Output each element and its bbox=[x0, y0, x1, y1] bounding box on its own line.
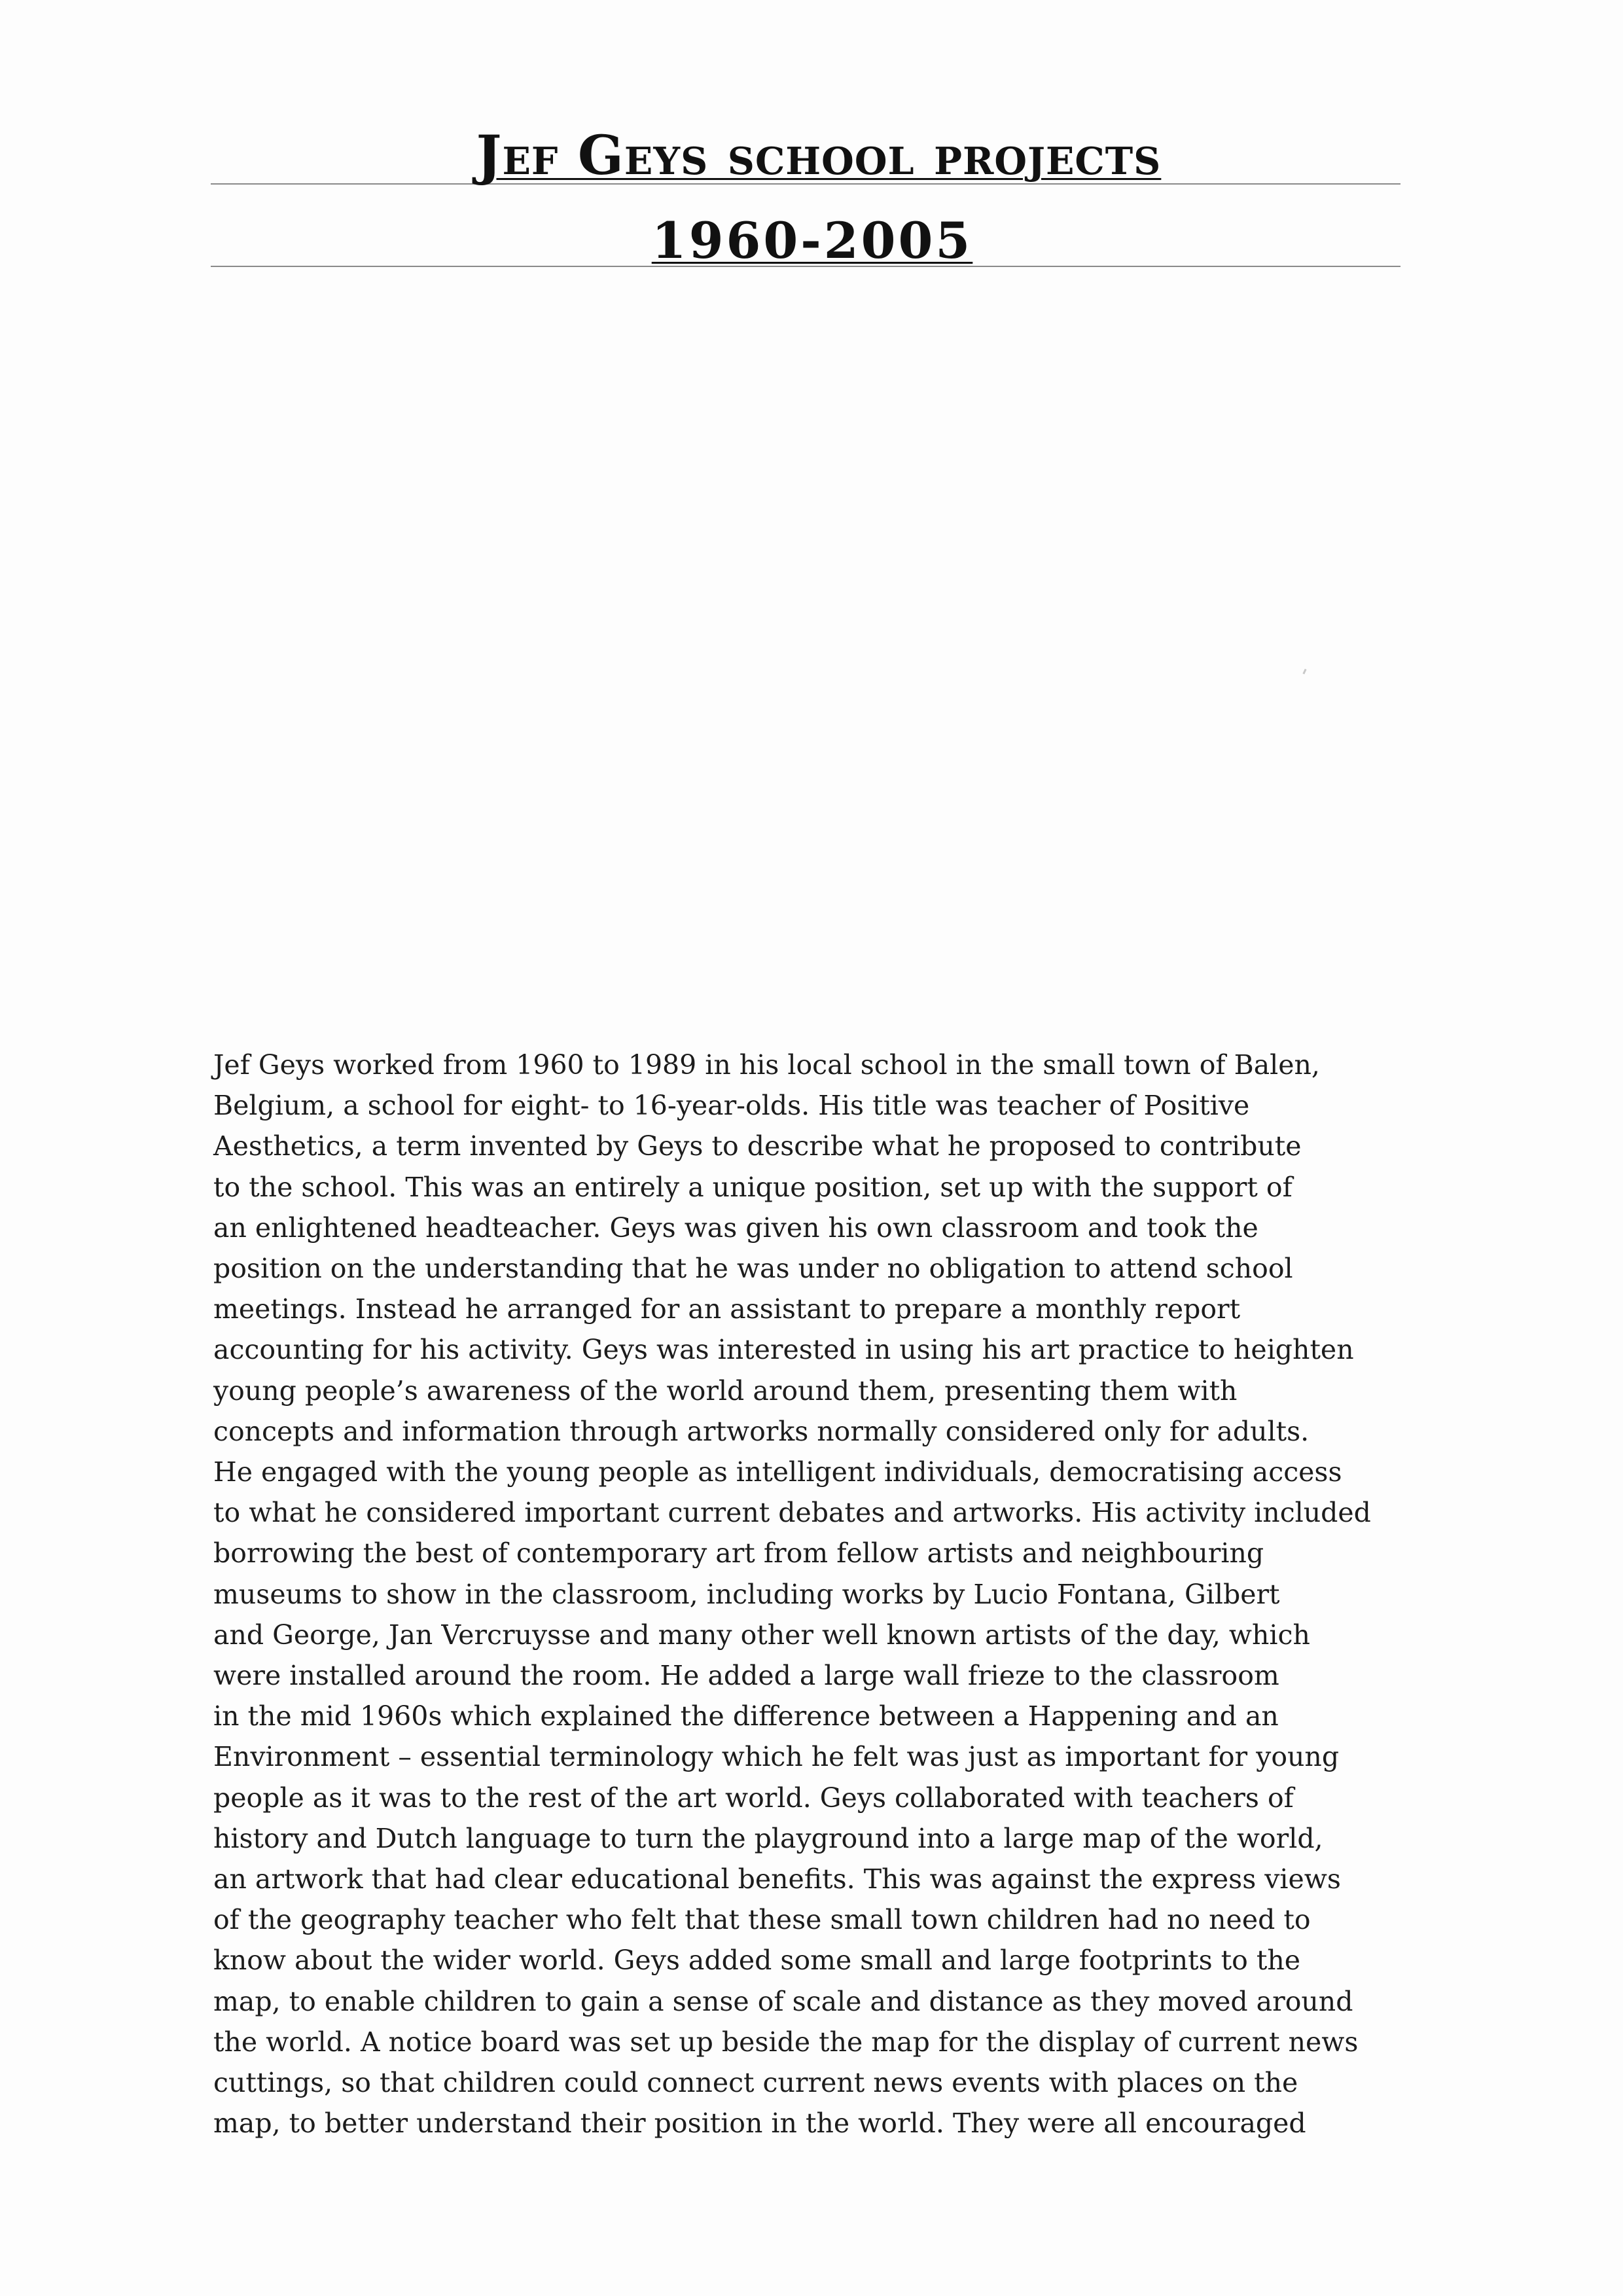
body-line: to what he considered important current debates and artworks. His activity included bbox=[213, 1497, 1371, 1529]
body-paragraph bbox=[213, 1045, 1411, 2144]
body-line: map, to better understand their position in the world. They were all encouraged bbox=[213, 2108, 1306, 2140]
body-line: an artwork that had clear educational benefits. This was against the express views bbox=[213, 1863, 1341, 1895]
body-line: history and Dutch language to turn the playground into a large map of the world, bbox=[213, 1822, 1323, 1854]
body-line: map, to enable children to gain a sense of scale and distance as they moved around bbox=[213, 1985, 1353, 2017]
body-line: in the mid 1960s which explained the difference between a Happening and an bbox=[213, 1700, 1279, 1732]
title-rule-top bbox=[211, 118, 1400, 185]
scan-speck bbox=[1302, 669, 1306, 675]
body-line: Environment – essential terminology which he felt was just as important for young bbox=[213, 1741, 1340, 1773]
body-line: concepts and information through artworks normally considered only for adults. bbox=[213, 1415, 1310, 1447]
body-line: meetings. Instead he arranged for an assistant to prepare a monthly report bbox=[213, 1293, 1241, 1325]
body-line: were installed around the room. He added a large wall frieze to the classroom bbox=[213, 1660, 1279, 1692]
body-line: cuttings, so that children could connect current news events with places on the bbox=[213, 2067, 1298, 2099]
body-line: young people’s awareness of the world around them, presenting them with bbox=[213, 1374, 1238, 1407]
body-line: to the school. This was an entirely a unique position, set up with the support of bbox=[213, 1171, 1293, 1203]
title-rule-bottom bbox=[211, 208, 1400, 270]
body-line: the world. A notice board was set up beside the map for the display of current news bbox=[213, 2026, 1359, 2058]
body-line: know about the wider world. Geys added some small and large footprints to the bbox=[213, 1945, 1301, 1977]
page-subtitle-years: 1960-2005 bbox=[651, 211, 973, 270]
page-title: Jef Geys school projects bbox=[476, 124, 1162, 187]
body-line: of the geography teacher who felt that these small town children had no need to bbox=[213, 1904, 1311, 1936]
body-line: borrowing the best of contemporary art from fellow artists and neighbouring bbox=[213, 1537, 1264, 1570]
body-line: accounting for his activity. Geys was interested in using his art practice to heighten bbox=[213, 1334, 1354, 1366]
body-line: He engaged with the young people as intelligent individuals, democratising access bbox=[213, 1456, 1342, 1488]
body-line: people as it was to the rest of the art world. Geys collaborated with teachers of bbox=[213, 1782, 1294, 1814]
body-line: and George, Jan Vercruysse and many other well known artists of the day, which bbox=[213, 1619, 1310, 1651]
body-line: position on the understanding that he was under no obligation to attend school bbox=[213, 1253, 1293, 1285]
body-line: Aesthetics, a term invented by Geys to describe what he proposed to contribute bbox=[213, 1130, 1302, 1162]
body-line: Belgium, a school for eight- to 16-year-olds. His title was teacher of Positive bbox=[213, 1090, 1250, 1122]
body-line: an enlightened headteacher. Geys was given his own classroom and took the bbox=[213, 1211, 1258, 1244]
body-line: Jef Geys worked from 1960 to 1989 in his local school in the small town of Balen, bbox=[213, 1049, 1320, 1081]
body-line: museums to show in the classroom, including works by Lucio Fontana, Gilbert bbox=[213, 1578, 1280, 1610]
